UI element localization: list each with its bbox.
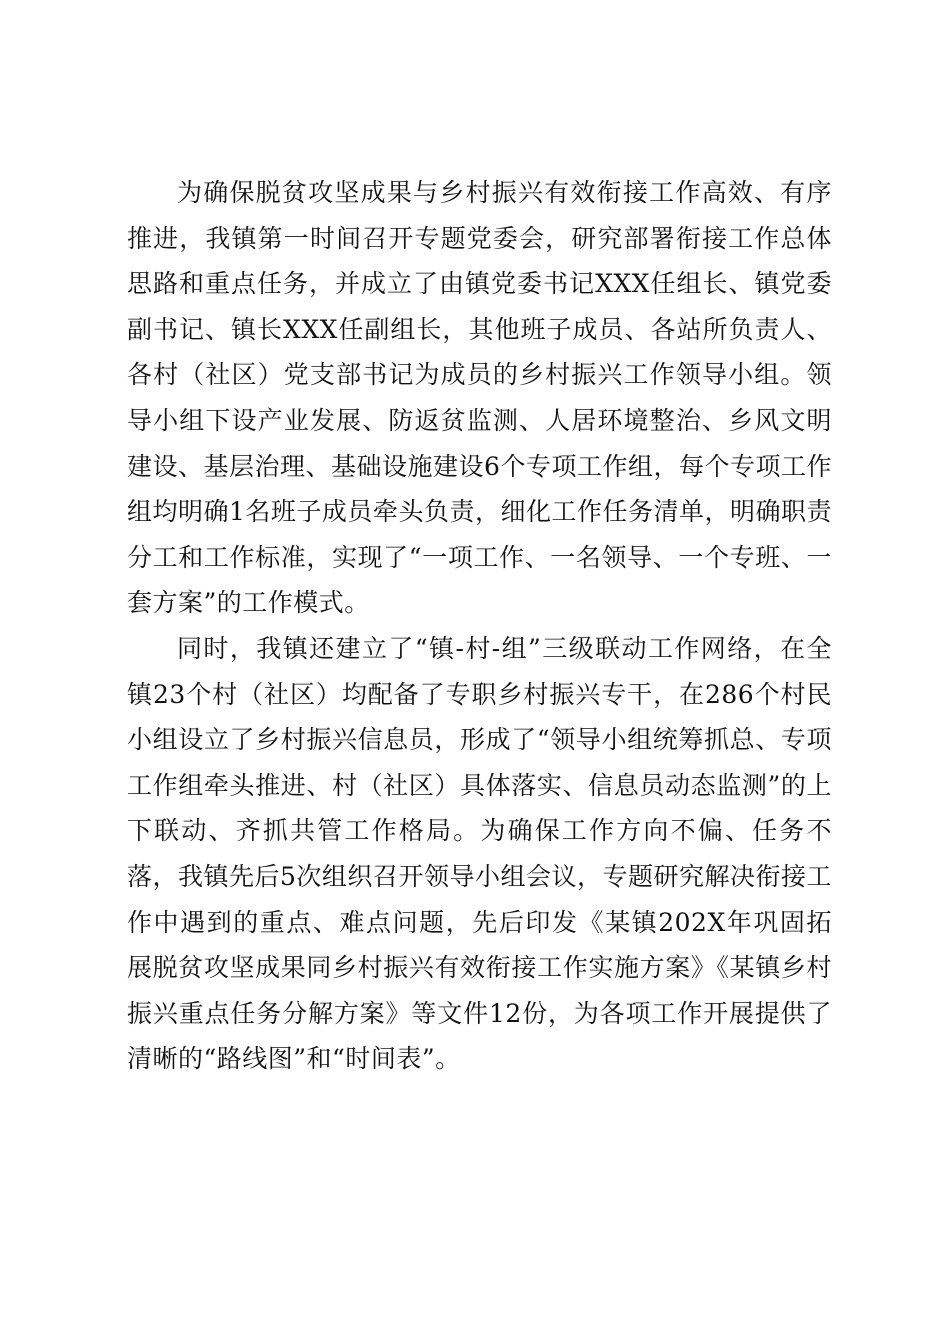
- paragraph-work-network: 同时，我镇还建立了“镇-村-组”三级联动工作网络，在全镇23个村（社区）均配备了专职乡村振兴专干，在286个村民小组设立了乡村振兴信息员，形成了“领导小组统筹抓总、专项工作组牵头推进、村（社区）具体落实、信息员动态监测”的上下联动、齐抓共管工作格局。为确保工作方向不偏、任务不落，我镇先后5次组织召开领导小组会议，专题研究解决衔接工作中遇到的重点、难点问题，先后印发《某镇202X年巩固拓展脱贫攻坚成果同乡村振兴有效衔接工作实施方案》《某镇乡村振兴重点任务分解方案》等文件12份，为各项工作开展提供了清晰的“路线图”和“时间表”。: [127, 633, 832, 1074]
- document-body: [127, 170, 832, 1082]
- paragraph-leading-group: 为确保脱贫攻坚成果与乡村振兴有效衔接工作高效、有序推进，我镇第一时间召开专题党委会，研究部署衔接工作总体思路和重点任务，并成立了由镇党委书记XXX任组长、镇党委副书记、镇长XXX任副组长，其他班子成员、各站所负责人、各村（社区）党支部书记为成员的乡村振兴工作领导小组。领导小组下设产业发展、防返贫监测、人居环境整治、乡风文明建设、基层治理、基础设施建设6个专项工作组，每个专项工作组均明确1名班子成员牵头负责，细化工作任务清单，明确职责分工和工作标准，实现了“一项工作、一名领导、一个专班、一套方案”的工作模式。: [127, 178, 832, 618]
